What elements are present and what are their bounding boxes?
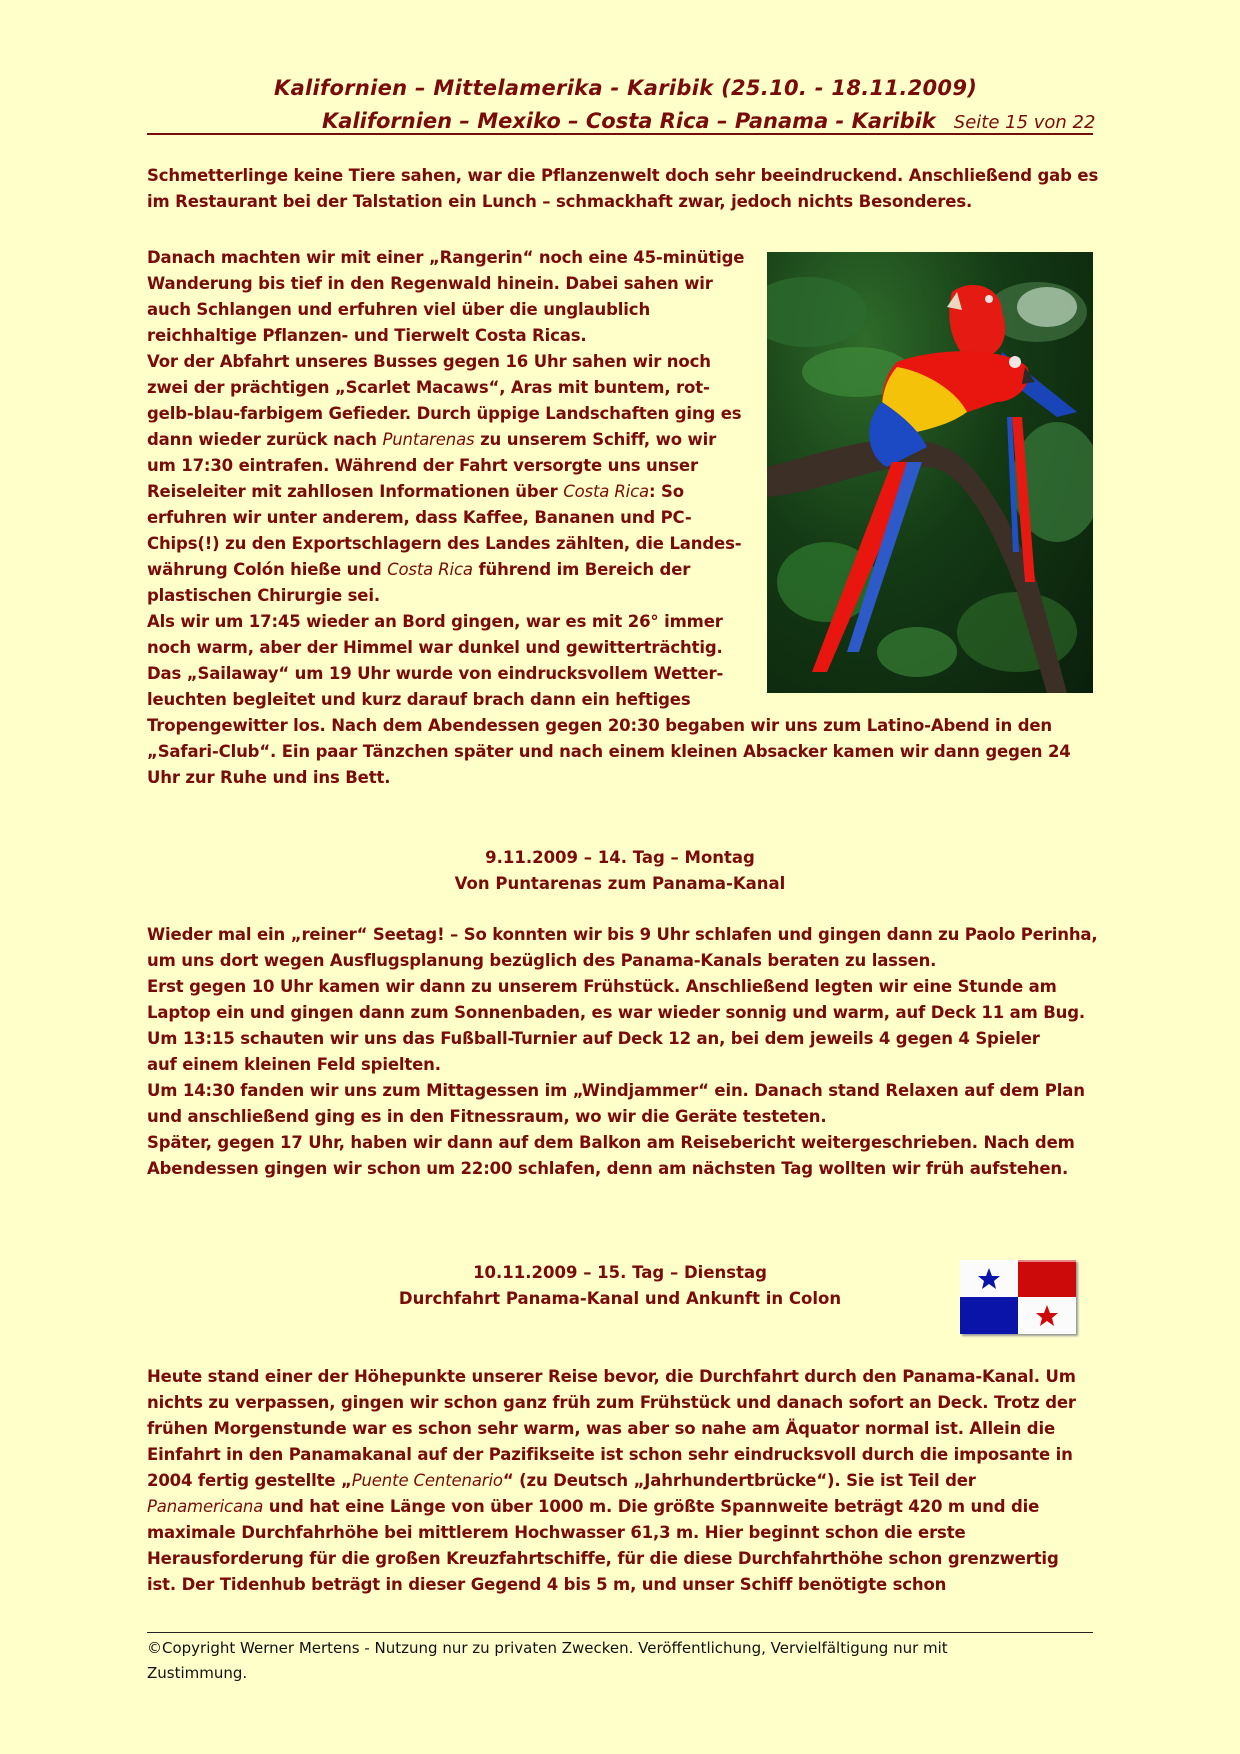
panama-flag [960,1260,1076,1334]
paragraph-line: im Restaurant bei der Talstation ein Lunch – schmackhaft zwar, jedoch nichts Besonderes. [147,192,973,211]
header-divider [147,133,1093,135]
paragraph-line: auf einem kleinen Feld spielten. [147,1055,441,1074]
paragraph-line: auch Schlangen und erfuhren viel über die unglaublich [147,300,651,319]
paragraph-line: Als wir um 17:45 wieder an Bord gingen, war es mit 26° immer [147,612,723,631]
paragraph-line: Vor der Abfahrt unseres Busses gegen 16 Uhr sahen wir noch [147,352,711,371]
text-segment: währung Colón hieße und [147,560,388,579]
footer-divider [147,1632,1093,1633]
road-name: Panamericana [147,1497,264,1516]
paragraph-line: Abendessen gingen wir schon um 22:00 schlafen, denn am nächsten Tag wollten wir früh aufstehen. [147,1159,1069,1178]
subtitle-text: Kalifornien – Mexiko – Costa Rica – Panama - Karibik [322,109,936,133]
place-name: Puntarenas [382,430,475,449]
place-name: Costa Rica [387,560,473,579]
paragraph-line: plastischen Chirurgie sei. [147,586,380,605]
paragraph-line: frühen Morgenstunde war es schon sehr warm, was aber so nahe am Äquator normal ist. Allein die [147,1419,1055,1438]
text-segment: Reiseleiter mit zahllosen Informationen über [147,482,564,501]
day15-heading: 10.11.2009 – 15. Tag – Dienstag [473,1263,767,1282]
text-segment: führend im Bereich der [472,560,691,579]
paragraph-line: ist. Der Tidenhub beträgt in dieser Gegend 4 bis 5 m, und unser Schiff benötigte schon [147,1575,947,1594]
paragraph-line [147,479,684,505]
day14-subheading: Von Puntarenas zum Panama-Kanal [454,874,786,893]
paragraph-line: Tropengewitter los. Nach dem Abendessen gegen 20:30 begaben wir uns zum Latino-Abend in den [147,716,1053,735]
paragraph-line: um 17:30 eintrafen. Während der Fahrt versorgte uns unser [147,456,698,475]
day15-subheading: Durchfahrt Panama-Kanal und Ankunft in Colon [398,1289,842,1308]
paragraph-line: zwei der prächtigen „Scarlet Macaws“, Aras mit buntem, rot- [147,378,710,397]
paragraph-line: gelb-blau-farbigem Gefieder. Durch üppige Landschaften ging es [147,404,742,423]
text-segment: dann wieder zurück nach [147,430,383,449]
text-segment: und hat eine Länge von über 1000 m. Die größte Spannweite beträgt 420 m und die [263,1497,1040,1516]
paragraph-line: erfuhren wir unter anderem, dass Kaffee, Bananen und PC- [147,508,692,527]
text-segment: : So [648,482,684,501]
paragraph-line [147,1494,1039,1520]
paragraph-line: Chips(!) zu den Exportschlagern des Landes zählten, die Landes- [147,534,742,553]
paragraph-line: Laptop ein und gingen dann zum Sonnenbaden, es war wieder sonnig und warm, auf Deck 11 am Bug. [147,1003,1086,1022]
paragraph-line: und anschließend ging es in den Fitnessraum, wo wir die Geräte testeten. [147,1107,827,1126]
paragraph-line: Wieder mal ein „reiner“ Seetag! – So konnten wir bis 9 Uhr schlafen und gingen dann zu Paolo Perinha, [147,925,1098,944]
paragraph-line: leuchten begleitet und kurz darauf brach dann ein heftiges [147,690,691,709]
paragraph-line: Einfahrt in den Panamakanal auf der Pazifikseite ist schon sehr eindrucksvoll durch die imposante in [147,1445,1073,1464]
paragraph-line: noch warm, aber der Himmel war dunkel und gewitterträchtig. [147,638,723,657]
paragraph-line: Erst gegen 10 Uhr kamen wir dann zu unserem Frühstück. Anschließend legten wir eine Stunde am [147,977,1057,996]
paragraph-line: Um 14:30 fanden wir uns zum Mittagessen im „Windjammer“ ein. Danach stand Relaxen auf dem Plan [147,1081,1085,1100]
paragraph-line: „Safari-Club“. Ein paar Tänzchen später und nach einem kleinen Absacker kamen wir dann gegen 24 [147,742,1071,761]
paragraph-line: Um 13:15 schauten wir uns das Fußball-Turnier auf Deck 12 an, bei dem jeweils 4 gegen 4 Spieler [147,1029,1040,1048]
paragraph-line [147,1468,976,1494]
macaw-illustration-icon [767,252,1093,693]
paragraph-line: Herausforderung für die großen Kreuzfahrtschiffe, für die diese Durchfahrthöhe schon grenzwertig [147,1549,1059,1568]
paragraph-line: Wanderung bis tief in den Regenwald hinein. Dabei sahen wir [147,274,713,293]
day14-heading: 9.11.2009 – 14. Tag – Montag [485,848,755,867]
paragraph-line [147,557,690,583]
macaw-photo [767,252,1093,693]
paragraph-line: Danach machten wir mit einer „Rangerin“ noch eine 45-minütige [147,248,745,267]
paragraph-line: Schmetterlinge keine Tiere sahen, war die Pflanzenwelt doch sehr beeindruckend. Anschließend gab es [147,166,1099,185]
document-subtitle [322,109,1095,133]
document-title: Kalifornien – Mittelamerika - Karibik (25.10. - 18.11.2009) [274,76,978,100]
text-segment: zu unserem Schiff, wo wir [474,430,717,449]
paragraph-line: Heute stand einer der Höhepunkte unserer Reise bevor, die Durchfahrt durch den Panama-Kanal. Um [147,1367,1076,1386]
paragraph-line: Uhr zur Ruhe und ins Bett. [147,768,391,787]
paragraph-line [147,427,716,453]
panama-flag-icon [960,1260,1076,1334]
page-indicator: Seite 15 von 22 [953,112,1096,133]
paragraph-line: nichts zu verpassen, gingen wir schon ganz früh zum Frühstück und danach sofort an Deck. Trotz der [147,1393,1076,1412]
text-segment: 2004 fertig gestellte „ [147,1471,352,1490]
paragraph-line: Das „Sailaway“ um 19 Uhr wurde von eindrucksvollem Wetter- [147,664,724,683]
paragraph-line: Später, gegen 17 Uhr, haben wir dann auf dem Balkon am Reisebericht weitergeschrieben. Nach dem [147,1133,1075,1152]
copyright-notice: ©Copyright Werner Mertens - Nutzung nur zu privaten Zwecken. Veröffentlichung, Vervielfältigung nur mit Zustimmung. [147,1639,948,1682]
place-name: Costa Rica [563,482,649,501]
bridge-name: Puente Centenario [351,1471,503,1490]
text-segment: “ (zu Deutsch „Jahrhundertbrücke“). Sie ist Teil der [502,1471,976,1490]
paragraph-line: um uns dort wegen Ausflugsplanung bezüglich des Panama-Kanals beraten zu lassen. [147,951,937,970]
paragraph-line: maximale Durchfahrhöhe bei mittlerem Hochwasser 61,3 m. Hier beginnt schon die erste [147,1523,966,1542]
paragraph-line: reichhaltige Pflanzen- und Tierwelt Costa Ricas. [147,326,587,345]
